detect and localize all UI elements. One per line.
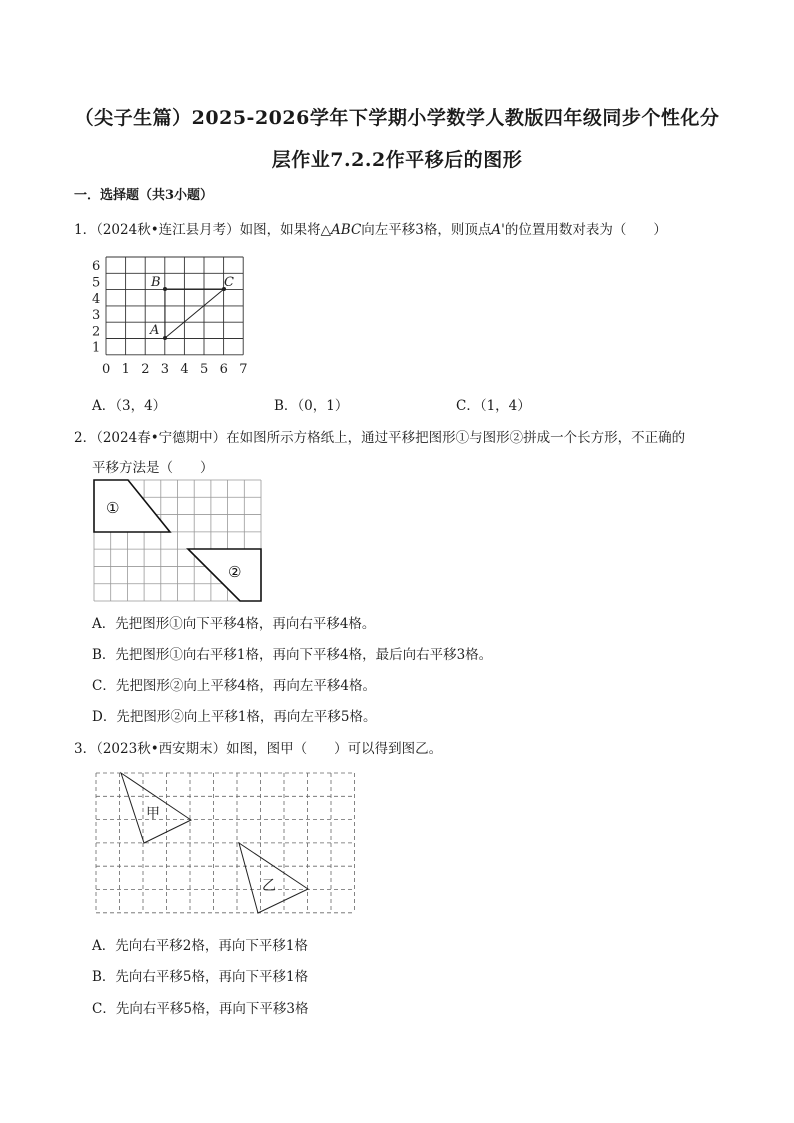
q3-option-c[interactable]: C．先向右平移5格，再向下平移3格 (92, 1001, 309, 1017)
x-tick-label: 2 (141, 362, 150, 377)
x-tick-label: 0 (102, 362, 111, 377)
x-tick-label: 4 (180, 362, 189, 377)
y-tick-label: 2 (92, 324, 101, 340)
q1-option-a[interactable]: A．（3，4） (92, 398, 167, 414)
x-tick-label: 7 (239, 362, 248, 377)
q2-option-b[interactable]: B．先把图形①向右平移1格，再向下平移4格，最后向右平移3格。 (92, 647, 493, 663)
y-tick-label: 6 (92, 259, 101, 275)
section-heading: 一．选择题（共3小题） (74, 188, 214, 203)
q1-option-b[interactable]: B．（0，1） (274, 398, 349, 414)
q1-option-c[interactable]: C．（1，4） (456, 398, 531, 414)
label-c: C (224, 275, 234, 290)
shape-2-label: ② (228, 563, 242, 581)
title-line-2: 层作业7.2.2作平移后的图形 (271, 149, 523, 171)
shape-1-label: ① (106, 499, 120, 517)
y-tick-label: 3 (92, 308, 101, 324)
y-tick-label: 5 (92, 275, 101, 291)
question-2-line-2: 平移方法是（ ） (92, 460, 214, 476)
label-a: A (150, 323, 160, 338)
x-tick-label: 3 (160, 362, 170, 377)
x-tick-label: 6 (219, 362, 228, 377)
x-tick-label: 1 (121, 362, 130, 377)
label-yi: 乙 (262, 878, 276, 894)
q2-option-c[interactable]: C．先把图形②向上平移4格，再向左平移4格。 (92, 678, 377, 694)
q2-option-d[interactable]: D．先把图形②向上平移1格，再向左平移5格。 (92, 709, 377, 725)
x-tick-label: 5 (200, 362, 209, 377)
question-1-text: 1．（2024秋•连江县月考）如图，如果将△ABC向左平移3格，则顶点A'的位置用数对表为（ ） (74, 222, 667, 238)
title-line-1: （尖子生篇）2025-2026学年下学期小学数学人教版四年级同步个性化分 (74, 107, 720, 129)
question-2-line-1: 2．（2024春•宁德期中）在如图所示方格纸上，通过平移把图形①与图形②拼成一个长方形，不正确的 (74, 430, 686, 446)
label-b: B (151, 275, 161, 290)
label-jia: 甲 (146, 806, 160, 822)
q2-option-a[interactable]: A．先把图形①向下平移4格，再向右平移4格。 (92, 616, 376, 632)
q3-option-a[interactable]: A．先向右平移2格，再向下平移1格 (92, 938, 308, 954)
question-3-text: 3．（2023秋•西安期末）如图，图甲（ ）可以得到图乙。 (74, 741, 443, 757)
y-tick-label: 4 (92, 291, 101, 307)
y-tick-label: 1 (92, 340, 101, 356)
q3-option-b[interactable]: B．先向右平移5格，再向下平移1格 (92, 969, 309, 985)
